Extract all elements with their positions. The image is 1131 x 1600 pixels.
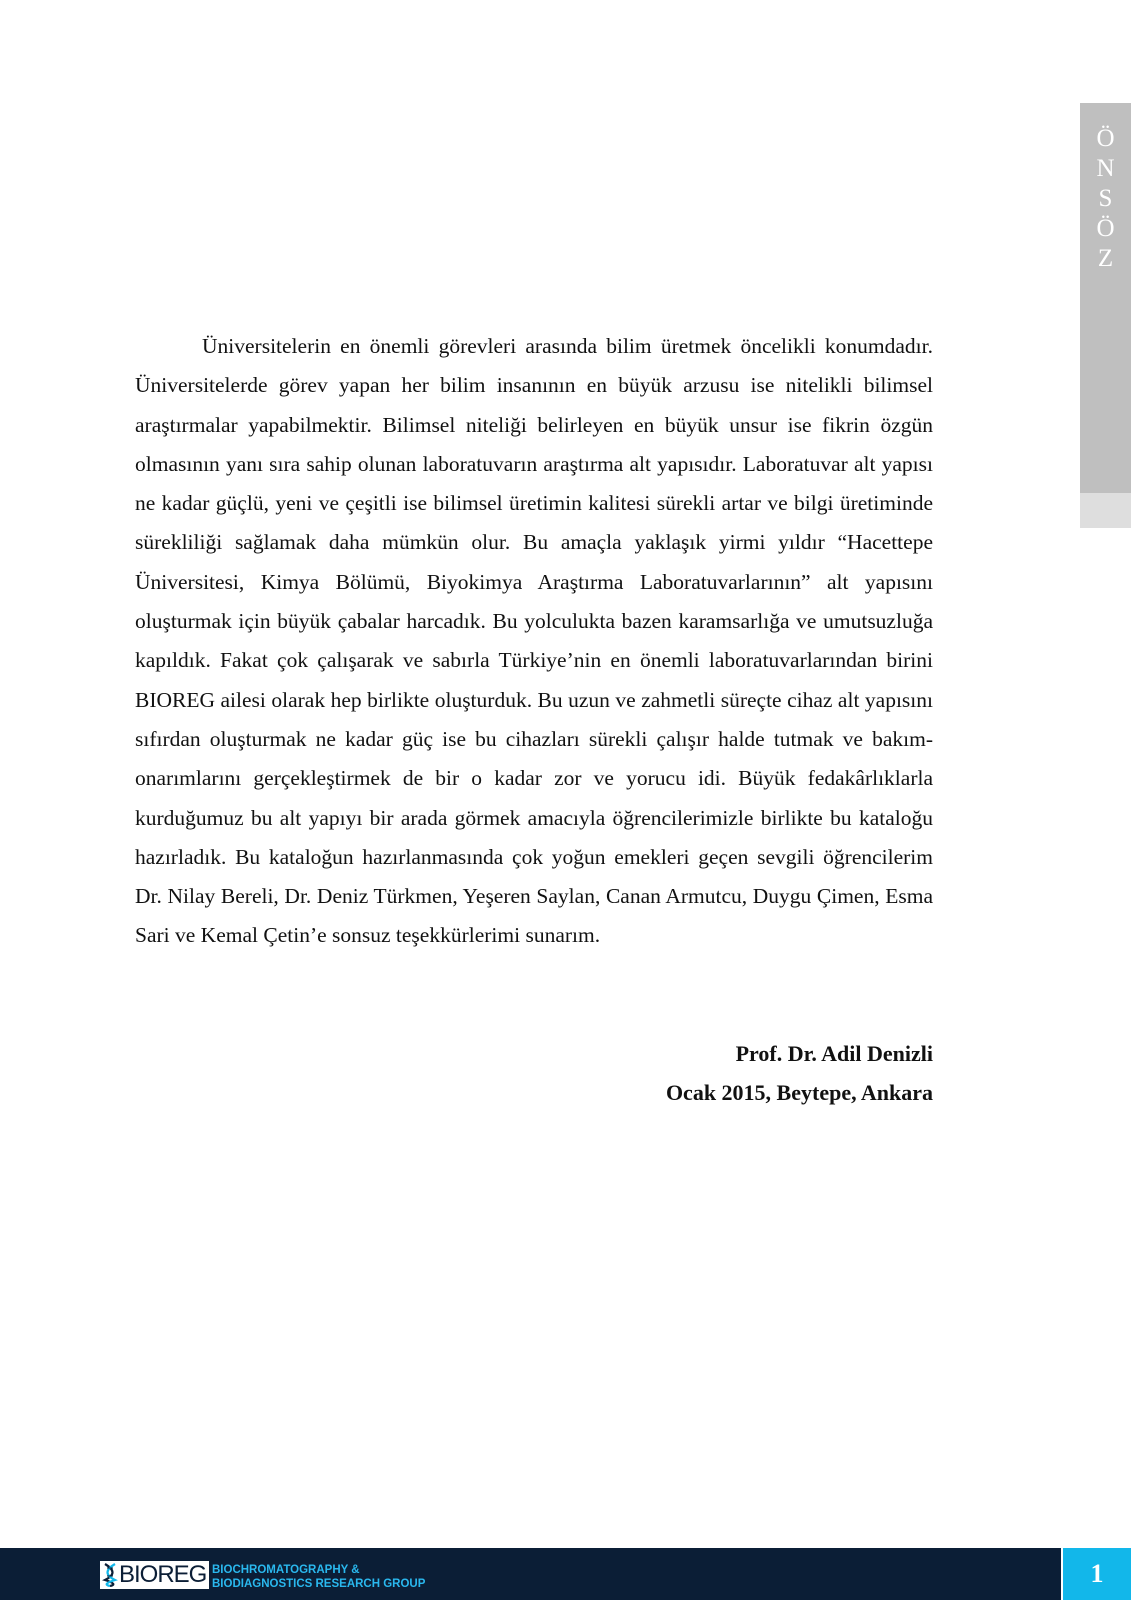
- page-number: 1: [1090, 1559, 1104, 1588]
- group-name: [212, 1563, 425, 1591]
- foreword-paragraph: Üniversitelerin en önemli görevleri arasında bilim üretmek öncelikli konumdadır. Üniversitelerde görev yapan her bilim insanının en büyük arzusu ise nitelikli bilimsel araştırmalar yapabilmektir. Bilimsel niteliği belirleyen en büyük unsur ise fikrin özgün olmasının yanı sıra sahip olunan laboratuvarın araştırma alt yapısıdır. Laboratuvar alt yapısı ne kadar güçlü, yeni ve çeşitli ise bilimsel üretimin kalitesi sürekli artar ve bilgi üretiminde sürekliliği sağlamak daha mümkün olur. Bu amaçla yaklaşık yirmi yıldır “Hacettepe Üniversitesi, Kimya Bölümü, Biyokimya Araştırma Laboratuvarlarının” alt yapısını oluşturmak için büyük çabalar harcadık. Bu yolculukta bazen karamsarlığa ve umutsuzluğa kapıldık. Fakat çok çalışarak ve sabırla Türkiye’nin en önemli laboratuvarlarından birini BIOREG ailesi olarak hep birlikte oluşturduk. Bu uzun ve zahmetli süreçte cihaz alt yapısını sıfırdan oluşturmak ne kadar güç ise bu cihazları sürekli çalışır halde tutmak ve bakım-onarımlarını gerçekleştirmek de bir o kadar zor ve yorucu idi. Büyük fedakârlıklarla kurduğumuz bu alt yapıyı bir arada görmek amacıyla öğrencilerimizle birlikte bu kataloğu hazırladık. Bu kataloğun hazırlanmasında çok yoğun emekleri geçen sevgili öğrencilerim Dr. Nilay Bereli, Dr. Deniz Türkmen, Yeşeren Saylan, Canan Armutcu, Duygu Çimen, Esma Sari ve Kemal Çetin’e sonsuz teşekkürlerimi sunarım.: [135, 334, 933, 948]
- date-place: Ocak 2015, Beytepe, Ankara: [665, 1080, 933, 1105]
- logo-text: BIOREG: [119, 1561, 207, 1588]
- page-number-box: [1063, 1548, 1131, 1600]
- section-tab-letter: Ö: [1096, 125, 1115, 152]
- author-name: Prof. Dr. Adil Denizli: [735, 1041, 933, 1066]
- section-tab-extension: [1080, 493, 1131, 528]
- section-tab-letter: Z: [1097, 245, 1114, 272]
- section-tab-letter: S: [1098, 185, 1113, 212]
- group-name-line: BIOCHROMATOGRAPHY &: [212, 1564, 360, 1576]
- dna-helix-icon: [102, 1563, 118, 1587]
- bioreg-logo: [100, 1561, 209, 1589]
- section-tab-letter: Ö: [1096, 215, 1115, 242]
- group-name-line: BIODIAGNOSTICS RESEARCH GROUP: [212, 1578, 426, 1590]
- signature-block: [500, 1034, 933, 1112]
- section-tab-label: [1080, 124, 1131, 274]
- section-tab-letter: N: [1096, 155, 1115, 182]
